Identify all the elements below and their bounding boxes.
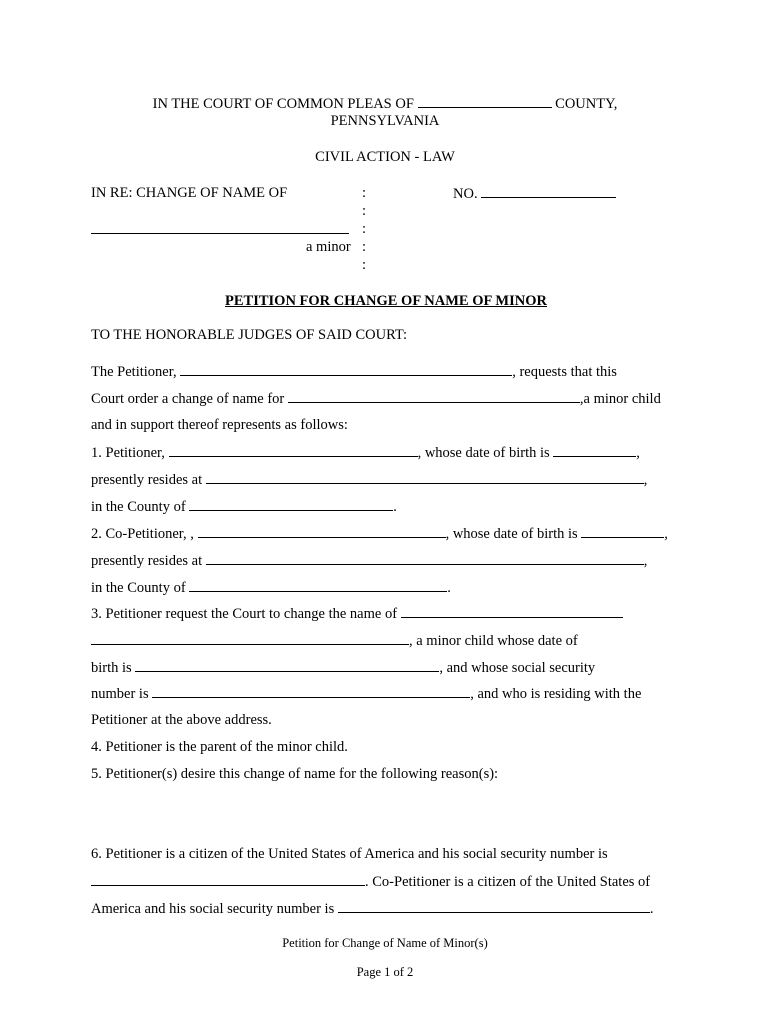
p3-line-5: Petitioner at the above address. bbox=[91, 712, 272, 728]
p3-minor-name-blank[interactable] bbox=[401, 604, 623, 618]
case-number-line bbox=[453, 184, 616, 203]
footer-page-number: Page 1 of 2 bbox=[356, 965, 414, 979]
court-heading-line bbox=[0, 94, 770, 113]
p6-petitioner-ssn-blank[interactable] bbox=[91, 872, 365, 886]
p3-line-2 bbox=[91, 631, 578, 650]
county-blank[interactable] bbox=[418, 94, 552, 108]
p3-text: , and who is residing with the bbox=[470, 686, 642, 702]
a-minor-label: a minor bbox=[306, 239, 351, 255]
p2-text: , bbox=[643, 553, 648, 569]
p2-text: 2. Co-Petitioner, , bbox=[91, 526, 194, 542]
intro-text: , requests that this bbox=[512, 364, 617, 380]
case-number-label: NO. bbox=[453, 186, 478, 202]
caption-colon: : bbox=[362, 185, 367, 201]
p1-text: , bbox=[636, 445, 640, 461]
petition-title: PETITION FOR CHANGE OF NAME OF MINOR bbox=[225, 293, 547, 309]
caption-colon: : bbox=[362, 203, 367, 219]
p2-line-2 bbox=[91, 551, 647, 570]
p3-dob-blank[interactable] bbox=[135, 658, 439, 672]
court-heading-b: COUNTY, bbox=[555, 96, 618, 112]
p1-line-2 bbox=[91, 470, 647, 489]
p3-line-4 bbox=[91, 684, 641, 703]
p1-text: , whose date of birth is bbox=[417, 445, 550, 461]
civil-action-heading: CIVIL ACTION - LAW bbox=[315, 149, 455, 165]
p1-text: in the County of bbox=[91, 499, 186, 515]
p3-line-1 bbox=[91, 604, 623, 623]
p6-text: . Co-Petitioner is a citizen of the United States of bbox=[365, 874, 651, 890]
p2-address-blank[interactable] bbox=[206, 551, 644, 565]
intro-line-1 bbox=[91, 362, 617, 381]
caption-colon: : bbox=[362, 221, 367, 237]
p1-petitioner-blank[interactable] bbox=[169, 443, 418, 457]
p2-text: . bbox=[447, 580, 451, 596]
p2-text: , bbox=[664, 526, 668, 542]
p3-text: birth is bbox=[91, 660, 132, 676]
p6-line-1: 6. Petitioner is a citizen of the United States of America and his social security number is bbox=[91, 846, 608, 862]
p2-county-blank[interactable] bbox=[189, 578, 447, 592]
in-re-label: IN RE: CHANGE OF NAME OF bbox=[91, 185, 288, 201]
p6-copetitioner-ssn-blank[interactable] bbox=[338, 899, 650, 913]
p2-dob-blank[interactable] bbox=[581, 524, 664, 538]
p1-county-blank[interactable] bbox=[189, 497, 393, 511]
intro-text: The Petitioner, bbox=[91, 364, 177, 380]
p3-ssn-blank[interactable] bbox=[152, 684, 470, 698]
p2-text: , whose date of birth is bbox=[445, 526, 578, 542]
p1-dob-blank[interactable] bbox=[553, 443, 636, 457]
p4-line: 4. Petitioner is the parent of the minor child. bbox=[91, 739, 348, 755]
p3-line-3 bbox=[91, 658, 595, 677]
p3-minor-name-cont-blank[interactable] bbox=[91, 631, 409, 645]
salutation: TO THE HONORABLE JUDGES OF SAID COURT: bbox=[91, 327, 408, 343]
p3-text: , and whose social security bbox=[439, 660, 596, 676]
p2-text: presently resides at bbox=[91, 553, 203, 569]
p1-text: presently resides at bbox=[91, 472, 203, 488]
intro-text: ,a minor child bbox=[579, 391, 661, 407]
p6-text: . bbox=[649, 901, 654, 917]
caption-colon: : bbox=[362, 257, 367, 273]
p5-line: 5. Petitioner(s) desire this change of name for the following reason(s): bbox=[91, 766, 499, 782]
p1-text: 1. Petitioner, bbox=[91, 445, 165, 461]
minor-name-blank[interactable] bbox=[91, 220, 349, 234]
p1-address-blank[interactable] bbox=[206, 470, 644, 484]
p1-text: . bbox=[393, 499, 397, 515]
intro-line-3: and in support thereof represents as follows: bbox=[91, 417, 348, 433]
court-heading-a: IN THE COURT OF COMMON PLEAS OF bbox=[152, 96, 414, 112]
p3-text: number is bbox=[91, 686, 149, 702]
p2-line-3 bbox=[91, 578, 451, 597]
p2-copetitioner-blank[interactable] bbox=[198, 524, 446, 538]
petitioner-name-blank[interactable] bbox=[180, 362, 512, 376]
footer-doc-title: Petition for Change of Name of Minor(s) bbox=[282, 936, 488, 950]
state-heading: PENNSYLVANIA bbox=[330, 113, 440, 129]
p1-text: , bbox=[643, 472, 648, 488]
intro-text: Court order a change of name for bbox=[91, 391, 285, 407]
caption-colon: : bbox=[362, 239, 367, 255]
minor-current-name-blank[interactable] bbox=[288, 389, 580, 403]
p6-line-3 bbox=[91, 899, 653, 918]
p3-text: 3. Petitioner request the Court to change the name of bbox=[91, 606, 398, 622]
intro-line-2 bbox=[91, 389, 661, 408]
p1-line-3 bbox=[91, 497, 397, 516]
case-number-blank[interactable] bbox=[481, 184, 616, 198]
minor-name-line bbox=[91, 220, 349, 239]
p2-text: in the County of bbox=[91, 580, 186, 596]
p3-text: , a minor child whose date of bbox=[409, 633, 578, 649]
p6-text: America and his social security number is bbox=[91, 901, 335, 917]
p6-line-2 bbox=[91, 872, 650, 891]
p2-line-1 bbox=[91, 524, 668, 543]
p1-line-1 bbox=[91, 443, 640, 462]
